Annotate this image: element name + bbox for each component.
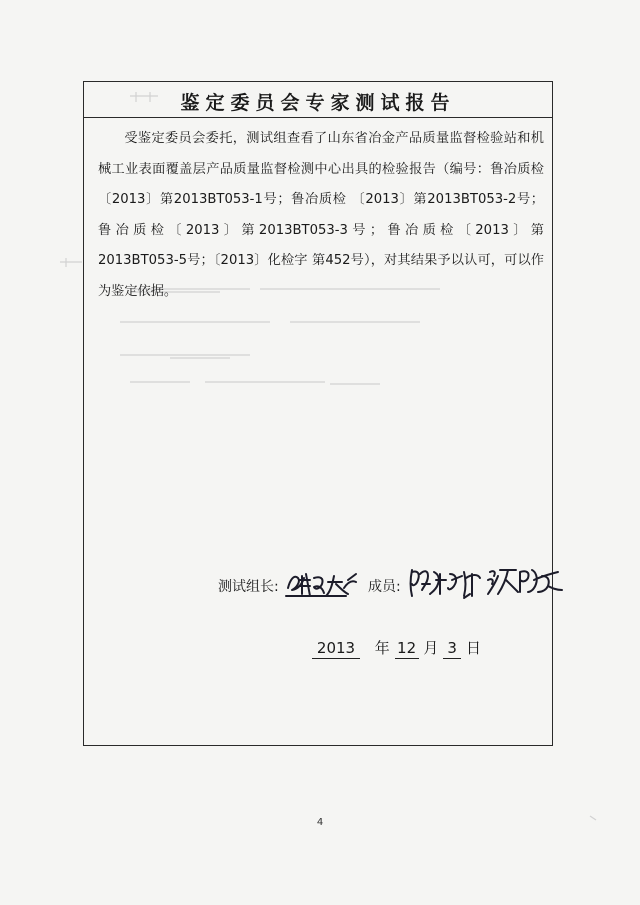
report-title: 鉴定委员会专家测试报告 (180, 92, 456, 114)
title-row (84, 82, 552, 118)
signature-row (218, 566, 548, 606)
members-label: 成员: (368, 579, 401, 595)
date-month: 12 (395, 639, 419, 659)
report-body (98, 124, 544, 307)
member2-signature (486, 562, 566, 598)
page-number: 4 (316, 817, 324, 828)
member1-signature (406, 564, 488, 600)
date-day: 3 (443, 639, 461, 659)
report-body-text: 受鉴定委员会委托，测试组查看了山东省冶金产品质量监督检验站和机械工业表面覆盖层产品质量监督检测中心出具的检验报告（编号：鲁冶质检〔2013〕第2013BT053-1号；鲁冶质检 〔2013〕第2013BT053-2号；鲁冶质检〔2013〕第2013BT053-3号；鲁冶质检〔2013〕第2013BT053-5号；〔2013〕化检字 第452号），对其结果予以认可，可以作为鉴定依据。 (98, 131, 544, 299)
date-month-unit: 月 (423, 639, 439, 657)
date-year-unit: 年 (374, 639, 390, 657)
leader-signature (284, 566, 362, 600)
date-day-unit: 日 (465, 639, 481, 657)
leader-label: 测试组长: (218, 579, 279, 595)
date-row (312, 637, 481, 659)
date-year: 2013 (312, 639, 360, 659)
